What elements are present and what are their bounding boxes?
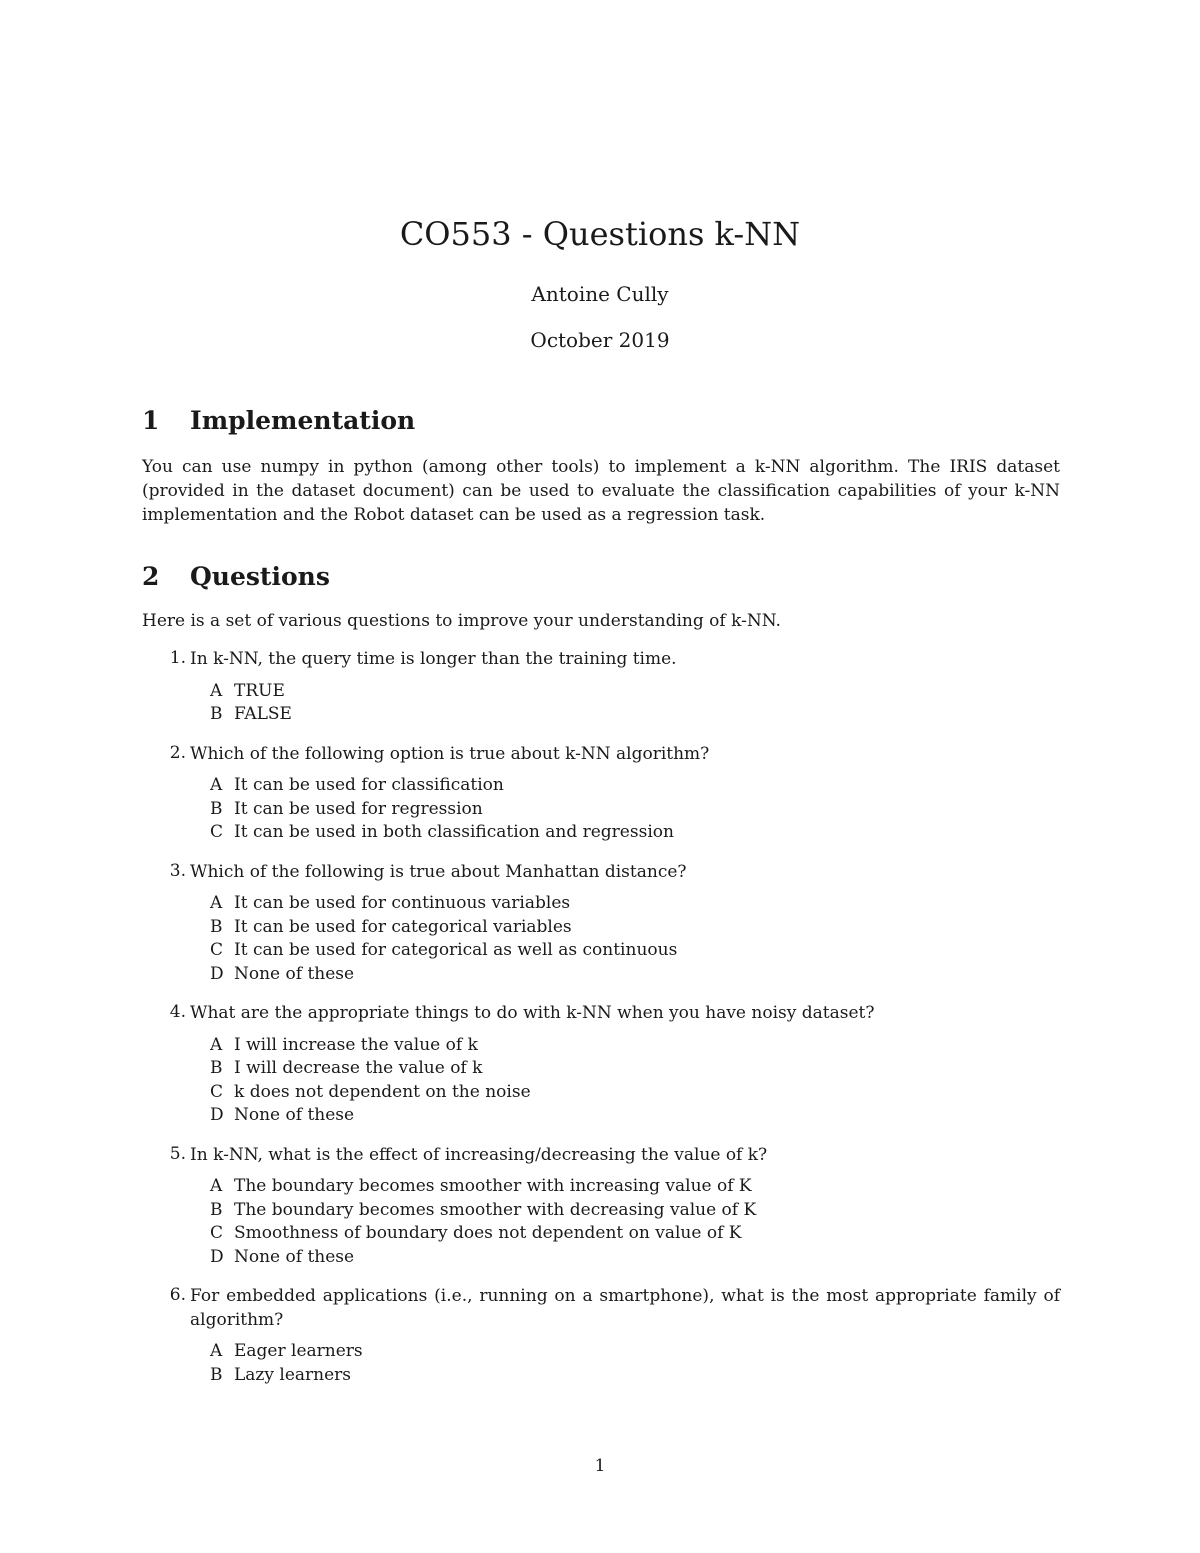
option-text: FALSE xyxy=(234,704,292,724)
option-letter: B xyxy=(210,1058,223,1078)
question-number: 6. xyxy=(169,1285,186,1305)
option-text: k does not dependent on the noise xyxy=(234,1081,531,1102)
implementation-paragraph: You can use numpy in python (among other tools) to implement a k-NN algorithm. The IRIS dataset (provided in the dataset document) can be used to evaluate the classification capabilities of your k-NN implementation and the Robot dataset can be used as a regression task. xyxy=(142,457,1060,525)
option-item xyxy=(210,1340,1060,1364)
option-item xyxy=(210,774,1060,798)
option-letter: A xyxy=(210,1034,223,1055)
option-text: Eager learners xyxy=(234,1341,363,1361)
option-item xyxy=(210,1057,1060,1081)
option-item xyxy=(210,916,1060,940)
option-letter: A xyxy=(210,1176,223,1196)
option-text: It can be used for classification xyxy=(234,775,504,795)
document-date: October 2019 xyxy=(530,328,670,352)
question-text: In k-NN, what is the effect of increasing/decreasing the value of k? xyxy=(190,1144,768,1165)
option-letter: C xyxy=(210,1223,224,1243)
option-text: None of these xyxy=(234,963,355,984)
question-number: 2. xyxy=(169,742,186,763)
question-text: Which of the following option is true about k-NN algorithm? xyxy=(190,743,710,764)
questions-intro-paragraph: Here is a set of various questions to improve your understanding of k-NN. xyxy=(142,611,781,631)
option-letter: B xyxy=(210,916,223,937)
option-item xyxy=(210,1199,1060,1223)
option-letter: B xyxy=(210,798,223,819)
option-list xyxy=(190,774,1060,845)
option-text: It can be used for categorical variables xyxy=(234,916,572,937)
option-letter: C xyxy=(210,1081,224,1102)
option-text: None of these xyxy=(234,1105,355,1125)
option-item xyxy=(210,703,1060,727)
option-text: It can be used for continuous variables xyxy=(234,893,571,913)
option-letter: B xyxy=(210,1199,223,1220)
question-item xyxy=(142,648,1060,727)
question-text: In k-NN, the query time is longer than the training time. xyxy=(190,649,677,669)
option-item xyxy=(210,963,1060,987)
option-item xyxy=(210,1175,1060,1199)
option-item xyxy=(210,1364,1060,1388)
question-item xyxy=(142,861,1060,987)
option-letter: B xyxy=(210,1364,223,1385)
question-item xyxy=(142,1144,1060,1270)
option-letter: D xyxy=(210,963,224,984)
question-number: 3. xyxy=(169,860,186,881)
question-text: For embedded applications (i.e., running on a smartphone), what is the most appropriate family of algorithm? xyxy=(190,1286,1060,1330)
option-item xyxy=(210,939,1060,963)
question-item xyxy=(142,743,1060,845)
option-text: It can be used in both classification and regression xyxy=(234,822,674,842)
document-author: Antoine Cully xyxy=(531,282,669,306)
option-list xyxy=(190,680,1060,727)
question-number: 5. xyxy=(169,1143,186,1164)
option-letter: D xyxy=(210,1105,224,1125)
question-item xyxy=(142,1002,1060,1128)
question-text: Which of the following is true about Manhattan distance? xyxy=(190,861,687,882)
option-item xyxy=(210,821,1060,845)
option-list xyxy=(190,1175,1060,1269)
section-heading-implementation xyxy=(142,404,415,438)
option-item xyxy=(210,1081,1060,1105)
section-heading-questions xyxy=(142,560,330,594)
option-list xyxy=(190,1340,1060,1387)
option-text: The boundary becomes smoother with decreasing value of K xyxy=(234,1199,757,1220)
option-letter: C xyxy=(210,940,224,960)
option-text: TRUE xyxy=(234,680,285,701)
section-number: 2 xyxy=(142,562,160,591)
option-letter: B xyxy=(210,704,223,724)
question-number: 4. xyxy=(169,1002,186,1022)
option-item xyxy=(210,1104,1060,1128)
option-item xyxy=(210,1246,1060,1270)
document-title: CO553 - Questions k-NN xyxy=(399,215,801,253)
option-letter: A xyxy=(210,1341,223,1361)
option-list xyxy=(190,892,1060,986)
option-text: It can be used for regression xyxy=(234,798,483,819)
option-letter: A xyxy=(210,775,223,795)
question-list xyxy=(142,648,1060,1387)
question-item xyxy=(142,1285,1060,1387)
option-item xyxy=(210,1222,1060,1246)
title-block xyxy=(0,212,1200,354)
option-text: None of these xyxy=(234,1246,355,1267)
option-letter: D xyxy=(210,1246,224,1267)
option-text: Lazy learners xyxy=(234,1364,352,1385)
option-text: It can be used for categorical as well as continuous xyxy=(234,940,678,960)
question-number: 1. xyxy=(169,648,186,668)
page-number: 1 xyxy=(594,1456,606,1476)
section-number: 1 xyxy=(142,406,160,435)
question-text: What are the appropriate things to do with k-NN when you have noisy dataset? xyxy=(190,1003,875,1023)
option-letter: A xyxy=(210,893,223,913)
option-letter: C xyxy=(210,822,224,842)
section-title: Implementation xyxy=(190,406,416,435)
option-item xyxy=(210,680,1060,704)
option-text: The boundary becomes smoother with increasing value of K xyxy=(234,1176,752,1196)
section-title: Questions xyxy=(190,562,330,591)
option-item xyxy=(210,892,1060,916)
option-text: I will decrease the value of k xyxy=(234,1058,483,1078)
option-item xyxy=(210,1034,1060,1058)
option-letter: A xyxy=(210,680,223,701)
option-item xyxy=(210,798,1060,822)
option-list xyxy=(190,1034,1060,1128)
option-text: I will increase the value of k xyxy=(234,1034,478,1055)
option-text: Smoothness of boundary does not dependent on value of K xyxy=(234,1223,742,1243)
